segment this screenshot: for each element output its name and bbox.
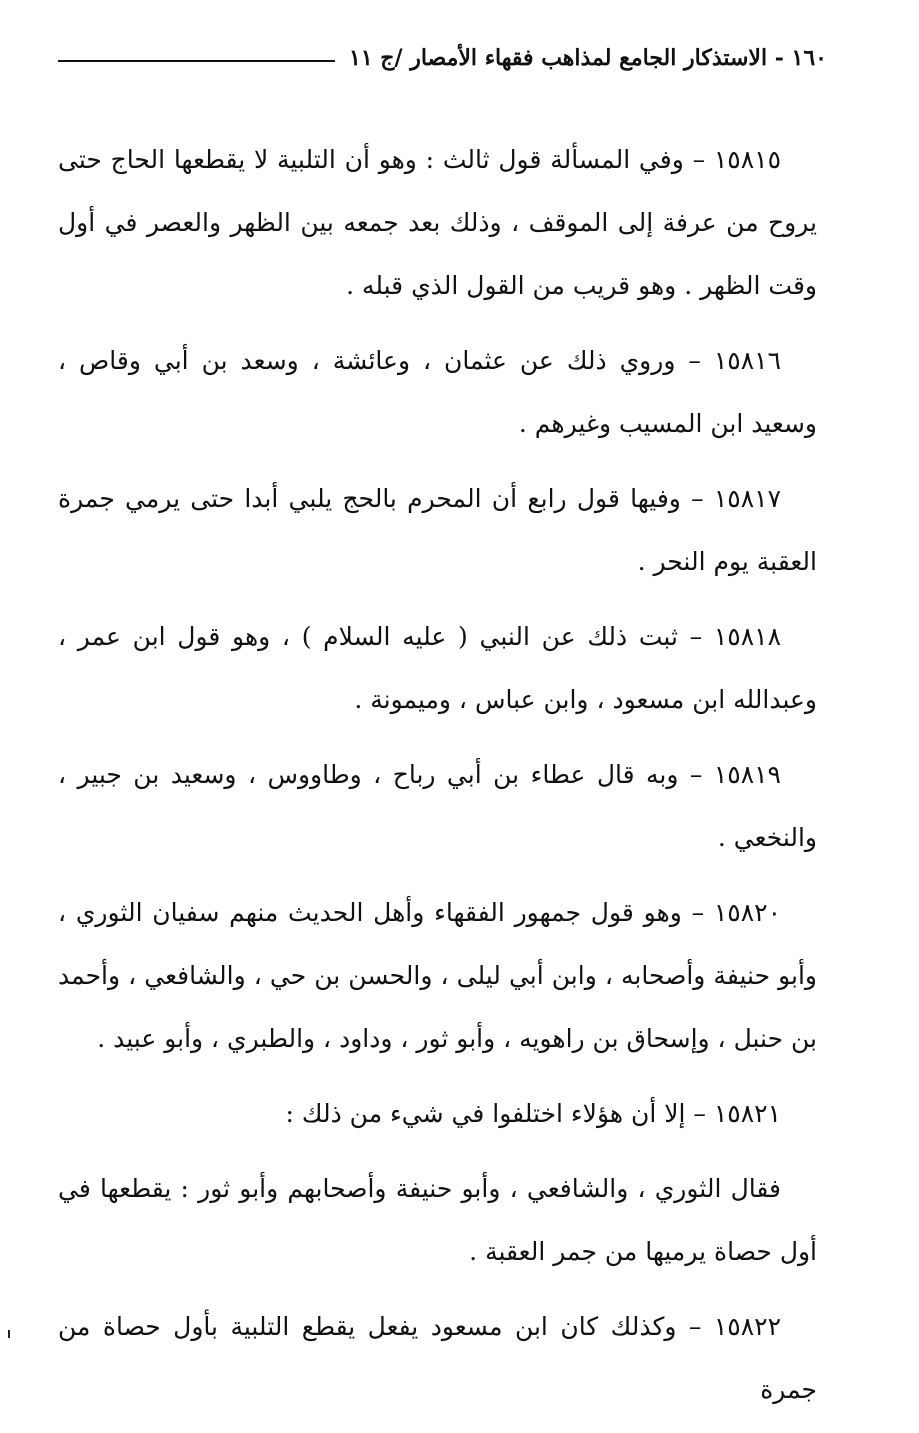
paragraph-continuation: [58, 1157, 817, 1283]
paragraph-number: ١٥٨١٧: [713, 484, 781, 513]
paragraph-15818: [58, 605, 817, 731]
paragraph-text: فقال الثوري ، والشافعي ، وأبو حنيفة وأصحابهم وأبو ثور : يقطعها في أول حصاة يرميها من جمر العقبة .: [58, 1174, 817, 1266]
paragraph-text: – وهو قول جمهور الفقهاء وأهل الحديث منهم سفيان الثوري ، وأبو حنيفة وأصحابه ، وابن أبي ليلى ، والحسن بن حي ، والشافعي ، وأحمد بن حنبل ، وإسحاق بن راهويه ، وأبو ثور ، وداود ، والطبري ، وأبو عبيد .: [58, 898, 817, 1053]
paragraph-number: ١٥٨١٦: [713, 346, 781, 375]
paragraph-15820: [58, 881, 817, 1070]
header-rule: [58, 60, 335, 62]
paragraph-15822: [58, 1295, 817, 1421]
paragraph-number: ١٥٨١٥: [713, 145, 781, 174]
paragraph-number: ١٥٨٢١: [713, 1099, 781, 1128]
paragraph-text: – وفي المسألة قول ثالث : وهو أن التلبية لا يقطعها الحاج حتى يروح من عرفة إلى الموقف ، وذلك بعد جمعه بين الظهر والعصر في أول وقت الظهر . وهو قريب من القول الذي قبله .: [58, 145, 817, 300]
paragraph-number: ١٥٨٢٢: [713, 1312, 781, 1341]
paragraph-text: – وبه قال عطاء بن أبي رباح ، وطاووس ، وسعيد بن جبير ، والنخعي .: [58, 760, 817, 852]
running-title: ١٦٠ - الاستذكار الجامع لمذاهب فقهاء الأمصار /ج ١١: [349, 45, 827, 71]
paragraph-text: – وكذلك كان ابن مسعود يفعل يقطع التلبية بأول حصاة من جمرة: [58, 1312, 817, 1404]
paragraph-text: – إلا أن هؤلاء اختلفوا في شيء من ذلك :: [285, 1099, 706, 1128]
paragraph-15817: [58, 467, 817, 593]
paragraph-text: – وروي ذلك عن عثمان ، وعائشة ، وسعد بن أبي وقاص ، وسعيد ابن المسيب وغيرهم .: [58, 346, 817, 438]
paragraph-15815: [58, 128, 817, 317]
paragraph-number: ١٥٨١٨: [713, 622, 781, 651]
main-text: [58, 128, 817, 1433]
scan-mark: [8, 1330, 10, 1338]
paragraph-number: ١٥٨٢٠: [713, 898, 781, 927]
page-header: [58, 38, 827, 78]
paragraph-15816: [58, 329, 817, 455]
paragraph-number: ١٥٨١٩: [713, 760, 781, 789]
paragraph-text: – ثبت ذلك عن النبي ( عليه السلام ) ، وهو قول ابن عمر ، وعبدالله ابن مسعود ، وابن عباس ، وميمونة .: [58, 622, 817, 714]
paragraph-15819: [58, 743, 817, 869]
paragraph-15821: [58, 1082, 817, 1145]
paragraph-text: – وفيها قول رابع أن المحرم بالحج يلبي أبدا حتى يرمي جمرة العقبة يوم النحر .: [58, 484, 817, 576]
